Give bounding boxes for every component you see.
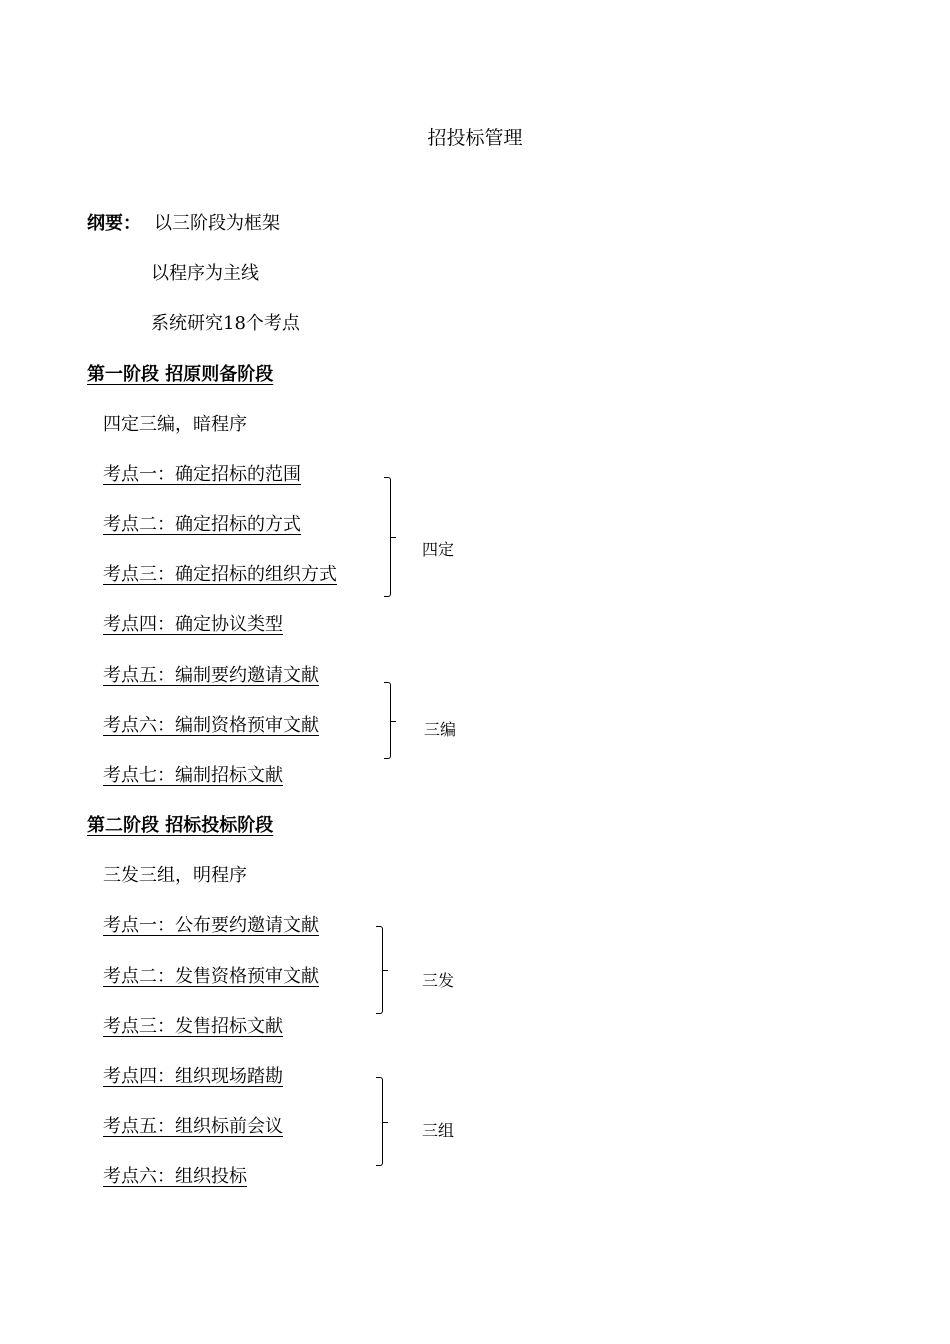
- stage2-intro: 三发三组，明程序: [103, 865, 247, 886]
- stage1-item-4: 考点四：确定协议类型: [103, 614, 283, 635]
- stage2-item-5: 考点五：组织标前会议: [103, 1116, 283, 1137]
- document-title: 招投标管理: [427, 127, 523, 149]
- stage1-item-3: 考点三：确定招标的组织方式: [103, 564, 337, 585]
- stage2-item-4: 考点四：组织现场踏勘: [103, 1066, 283, 1087]
- outline-label: 纲要：: [87, 213, 141, 234]
- stage2-heading: 第二阶段 招标投标阶段: [87, 815, 274, 836]
- stage2-bracket-b: [376, 1077, 383, 1166]
- stage1-item-7: 考点七：编制招标文献: [103, 765, 283, 786]
- stage1-bracket-a: [384, 477, 391, 597]
- stage1-bracket-b: [384, 682, 391, 759]
- outline-line-2: 以程序为主线: [151, 263, 259, 284]
- stage2-item-1: 考点一：公布要约邀请文献: [103, 915, 319, 936]
- stage2-group-a-label: 三发: [422, 971, 455, 990]
- stage1-group-a-label: 四定: [422, 540, 455, 559]
- stage2-group-b-label: 三组: [422, 1121, 455, 1140]
- stage2-item-6: 考点六：组织投标: [103, 1166, 247, 1187]
- stage1-item-6: 考点六：编制资格预审文献: [103, 715, 319, 736]
- outline-line-1: 以三阶段为框架: [154, 213, 280, 234]
- stage2-item-3: 考点三：发售招标文献: [103, 1016, 283, 1037]
- stage1-item-1: 考点一：确定招标的范围: [103, 464, 301, 485]
- stage1-item-5: 考点五：编制要约邀请文献: [103, 665, 319, 686]
- stage1-intro: 四定三编，暗程序: [103, 414, 247, 435]
- stage1-group-b-label: 三编: [424, 720, 457, 739]
- stage1-item-2: 考点二：确定招标的方式: [103, 514, 301, 535]
- stage1-heading: 第一阶段 招原则备阶段: [87, 364, 274, 385]
- stage2-item-2: 考点二：发售资格预审文献: [103, 966, 319, 987]
- stage2-bracket-a: [376, 926, 383, 1014]
- outline-line-3: 系统研究18个考点: [151, 313, 300, 334]
